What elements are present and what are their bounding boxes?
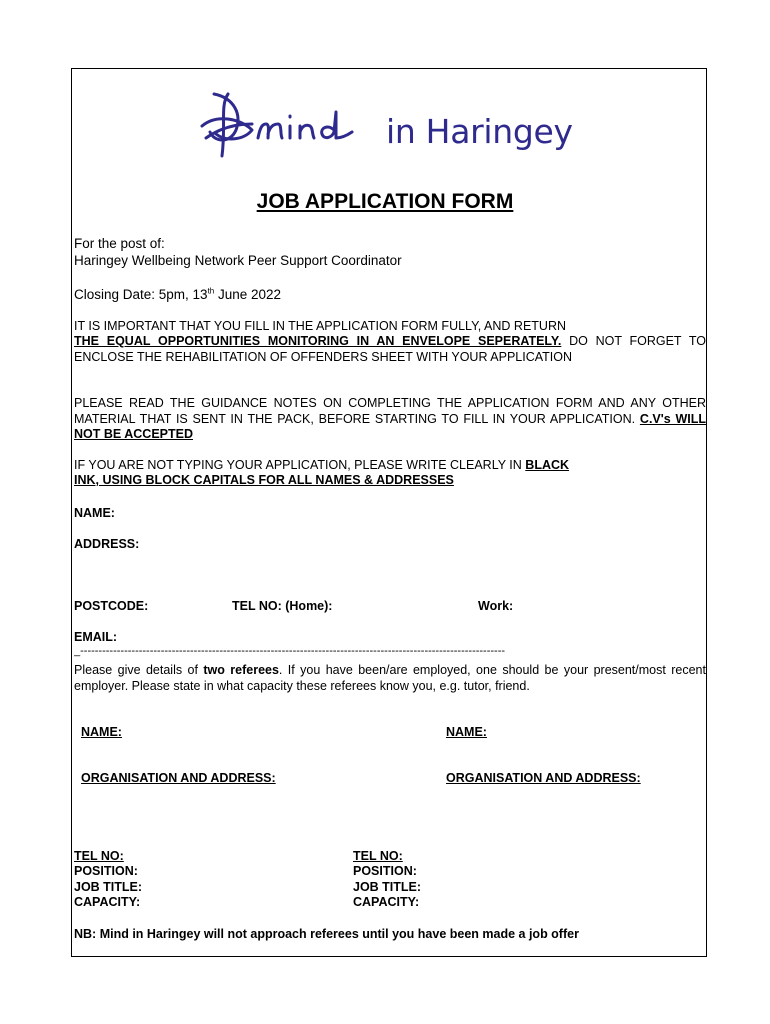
instruction-line-1: IT IS IMPORTANT THAT YOU FILL IN THE APPLICATION FORM FULLY, AND RETURN xyxy=(74,319,566,333)
instruction-para-3: IF YOU ARE NOT TYPING YOUR APPLICATION, PLEASE WRITE CLEARLY IN BLACK xyxy=(74,458,570,472)
email-field-label: EMAIL: xyxy=(74,630,118,644)
referee-2-position-label: POSITION: xyxy=(353,864,417,878)
referees-intro: Please give details of two referees. If you have been/are employed, one should be your present/most recent employer. Please state in what capacity these referees know you, e.g. tutor, friend. xyxy=(74,663,706,693)
tel-home-field-label: TEL NO: (Home): xyxy=(232,599,333,613)
referee-1-org-label: ORGANISATION AND ADDRESS: xyxy=(81,771,276,785)
referee-2-job-title-label: JOB TITLE: xyxy=(353,880,422,894)
referee-1-job-title-label: JOB TITLE: xyxy=(74,880,143,894)
name-field-label: NAME: xyxy=(74,506,115,520)
referee-1-tel-label: TEL NO: xyxy=(74,849,124,863)
referee-1-position-label: POSITION: xyxy=(74,864,138,878)
referee-2-tel-label: TEL NO: xyxy=(353,849,403,863)
referee-1-capacity-label: CAPACITY: xyxy=(74,895,141,909)
instruction-para-1: THE EQUAL OPPORTUNITIES MONITORING IN AN ENVELOPE SEPERATELY. DO NOT FORGET TO ENCLOSE THE REHABILITATION OF OFFENDERS SHEET WITH YOUR APPLICATION xyxy=(74,334,706,364)
referee-2-name-label: NAME: xyxy=(446,725,487,739)
instruction-para-3-cont: INK, USING BLOCK CAPITALS FOR ALL NAMES & ADDRESSES xyxy=(74,473,454,487)
referee-2-org-label: ORGANISATION AND ADDRESS: xyxy=(446,771,641,785)
post-label: For the post of: xyxy=(74,236,165,251)
mind-logo-icon xyxy=(196,84,386,164)
instruction-para-2: PLEASE READ THE GUIDANCE NOTES ON COMPLETING THE APPLICATION FORM AND ANY OTHER MATERIAL THAT IS SENT IN THE PACK, BEFORE STARTING TO FILL IN YOUR APPLICATION. C.V's WILL NOT BE ACCEPTED xyxy=(74,396,707,441)
referee-2-capacity-label: CAPACITY: xyxy=(353,895,420,909)
page-title: JOB APPLICATION FORM xyxy=(256,190,514,213)
footer-note: NB: Mind in Haringey will not approach referees until you have been made a job offer xyxy=(74,927,579,941)
separator: _-------------------------------------------------------------------------------------------------------------------- xyxy=(74,645,506,657)
postcode-field-label: POSTCODE: xyxy=(74,599,149,613)
work-field-label: Work: xyxy=(478,599,514,613)
address-field-label: ADDRESS: xyxy=(74,537,140,551)
post-title: Haringey Wellbeing Network Peer Support Coordinator xyxy=(74,253,402,268)
referee-1-name-label: NAME: xyxy=(81,725,122,739)
closing-date: Closing Date: 5pm, 13th June 2022 xyxy=(74,286,282,302)
brand-name: in Haringey xyxy=(386,112,573,151)
